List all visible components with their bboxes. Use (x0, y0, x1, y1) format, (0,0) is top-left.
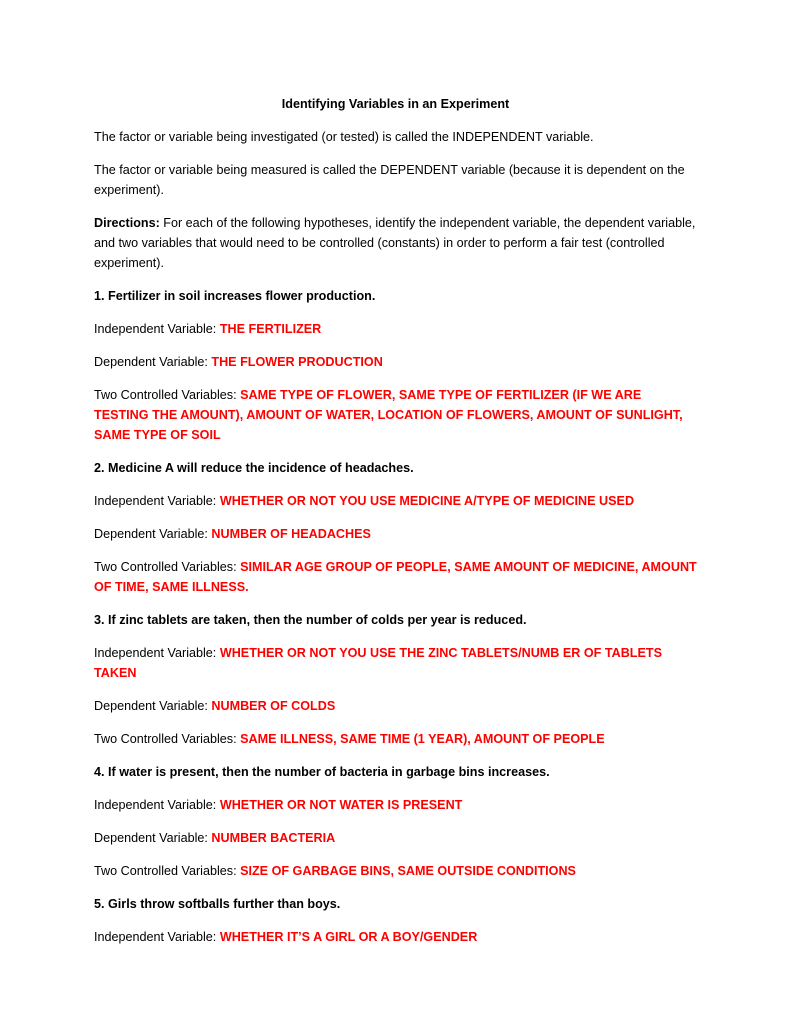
q3-dependent-line (94, 696, 697, 716)
dependent-label: Dependent Variable: (94, 355, 212, 369)
dependent-answer: NUMBER OF COLDS (211, 699, 336, 713)
q1-dependent-line (94, 352, 697, 372)
q2-dependent-line (94, 524, 697, 544)
controlled-label: Two Controlled Variables: (94, 388, 241, 402)
q3-controlled-line (94, 729, 697, 749)
independent-label: Independent Variable: (94, 798, 220, 812)
page-title: Identifying Variables in an Experiment (281, 97, 510, 111)
hypothesis-4: 4. If water is present, then the number of bacteria in garbage bins increases. (94, 765, 550, 779)
controlled-label: Two Controlled Variables: (94, 560, 241, 574)
hypothesis-5: 5. Girls throw softballs further than boys. (94, 897, 341, 911)
independent-answer: WHETHER OR NOT YOU USE MEDICINE A/TYPE OF MEDICINE USED (219, 494, 635, 508)
controlled-answer: SAME ILLNESS, SAME TIME (1 YEAR), AMOUNT OF PEOPLE (240, 732, 605, 746)
dependent-label: Dependent Variable: (94, 699, 212, 713)
q5-independent-line (94, 927, 697, 947)
directions-label: Directions: (94, 216, 160, 230)
dependent-answer: NUMBER OF HEADACHES (211, 527, 371, 541)
controlled-answer: SIZE OF GARBAGE BINS, SAME OUTSIDE CONDITIONS (240, 864, 576, 878)
q1-controlled-line (94, 385, 697, 445)
independent-label: Independent Variable: (94, 494, 220, 508)
q3-independent-line (94, 643, 697, 683)
controlled-label: Two Controlled Variables: (94, 732, 241, 746)
intro-dependent-paragraph: The factor or variable being measured is called the DEPENDENT variable (because it is dependent on the experiment). (94, 163, 685, 197)
dependent-answer: THE FLOWER PRODUCTION (211, 355, 383, 369)
hypothesis-2: 2. Medicine A will reduce the incidence of headaches. (94, 461, 414, 475)
dependent-label: Dependent Variable: (94, 831, 212, 845)
dependent-label: Dependent Variable: (94, 527, 212, 541)
independent-label: Independent Variable: (94, 322, 220, 336)
independent-answer: WHETHER OR NOT YOU USE THE ZINC TABLETS/NUMB ER OF TABLETS TAKEN (94, 646, 662, 680)
independent-label: Independent Variable: (94, 930, 220, 944)
controlled-label: Two Controlled Variables: (94, 864, 241, 878)
hypothesis-3: 3. If zinc tablets are taken, then the number of colds per year is reduced. (94, 613, 527, 627)
intro-independent-paragraph: The factor or variable being investigated (or tested) is called the INDEPENDENT variable. (94, 130, 594, 144)
hypothesis-1: 1. Fertilizer in soil increases flower production. (94, 289, 376, 303)
q4-independent-line (94, 795, 697, 815)
directions-paragraph (94, 213, 697, 273)
q4-controlled-line (94, 861, 697, 881)
q4-dependent-line (94, 828, 697, 848)
independent-label: Independent Variable: (94, 646, 220, 660)
independent-answer: WHETHER IT’S A GIRL OR A BOY/GENDER (219, 930, 478, 944)
q2-controlled-line (94, 557, 697, 597)
controlled-answer: SIMILAR AGE GROUP OF PEOPLE, SAME AMOUNT OF MEDICINE, AMOUNT OF TIME, SAME ILLNESS. (94, 560, 697, 594)
independent-answer: THE FERTILIZER (219, 322, 322, 336)
directions-text: For each of the following hypotheses, identify the independent variable, the dependent variable, and two variables that would need to be controlled (constants) in order to perform a fair test (controlled experiment). (94, 216, 696, 270)
controlled-answer: SAME TYPE OF FLOWER, SAME TYPE OF FERTILIZER (IF WE ARE TESTING THE AMOUNT), AMOUNT OF WATER, LOCATION OF FLOWERS, AMOUNT OF SUNLIGHT, SAME TYPE OF SOIL (94, 388, 683, 442)
independent-answer: WHETHER OR NOT WATER IS PRESENT (219, 798, 463, 812)
q1-independent-line (94, 319, 697, 339)
dependent-answer: NUMBER BACTERIA (211, 831, 336, 845)
q2-independent-line (94, 491, 697, 511)
